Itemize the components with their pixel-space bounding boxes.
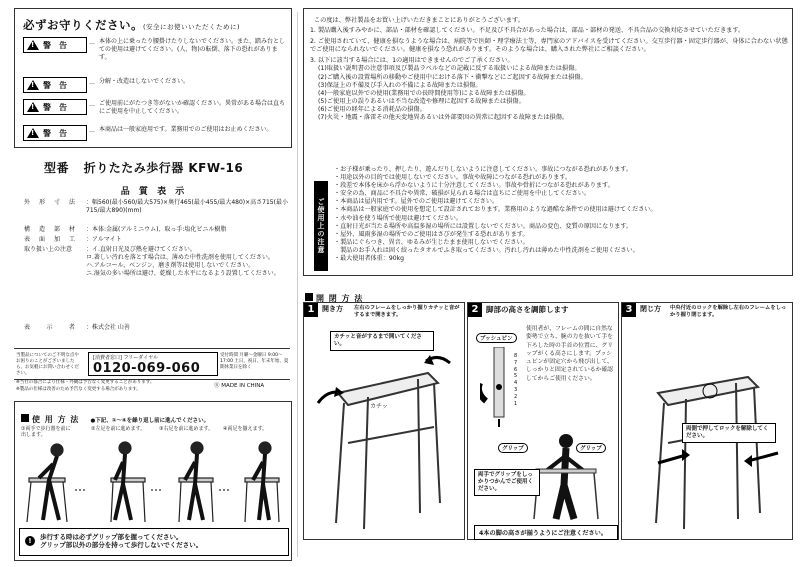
intro-item: (6)ご使用の経年による消耗品の損傷。 bbox=[318, 105, 426, 113]
warning-triangle-icon bbox=[27, 40, 39, 50]
warning-badge-label: 警 告 bbox=[43, 40, 67, 50]
usage-subtitle: ●下記、①〜④を繰り返し前に進んでください。 bbox=[90, 418, 210, 424]
contact-left-text: 当製品についてのご不明な点やお困りのことがございましたら、お気軽にお問い合わせください。 bbox=[16, 353, 79, 376]
section-marker-icon bbox=[21, 414, 29, 422]
warning-triangle-icon bbox=[27, 128, 39, 138]
usage-grip-note bbox=[19, 528, 289, 556]
caution-item: 製品のお手入れは固く絞ったタオルでふき取ってください。汚れし汚れは薄めた中性洗剤をご使用ください。 bbox=[334, 246, 639, 254]
notice-box bbox=[303, 8, 793, 276]
contact-number-box bbox=[88, 352, 218, 376]
section-marker-icon bbox=[305, 293, 313, 301]
warning-badge bbox=[23, 77, 87, 93]
usage-note-line-2: グリップ部以外の部分を持って歩行しないでください。 bbox=[40, 541, 203, 549]
warning-badge bbox=[23, 99, 87, 115]
warning-badge-label: 警 告 bbox=[43, 128, 67, 138]
intro-item: (1)取扱い説明書の注意事項及び製品ラベルなどの記載に反する取扱いによる故障または損傷。 bbox=[318, 65, 581, 73]
intro-text bbox=[310, 17, 790, 122]
caution-item: ・段差で本体を床から浮かないように十分注意してください。事故や骨折につながる恐れがあります。 bbox=[334, 182, 614, 190]
caution-item: ・安全の為、商品に不具合や異常、破損が見られる場合は直ちにご使用を中止してください。 bbox=[334, 190, 590, 198]
panel-number: 1 bbox=[304, 303, 318, 317]
quality-label: 取り扱い上の注意 bbox=[24, 246, 73, 253]
panel-callout: カチッと音がするまで開いてください。 bbox=[330, 331, 434, 351]
panel-number: 3 bbox=[622, 303, 636, 317]
intro-item: (2)ご購入後の設置場所の移動やご使用中における落下・衝撃などにご起因する故障または損傷。 bbox=[318, 73, 587, 81]
intro-item: 3. 以下に該当する場合には、1の適用はできませんのでご了承ください。 bbox=[310, 57, 514, 65]
warning-row-2 bbox=[23, 77, 285, 93]
intro-item: (4)一般家庭以外での使用(業務用での長時間使用等)による故障または損傷。 bbox=[318, 89, 530, 97]
warning-dots: … bbox=[89, 39, 95, 46]
made-in-text: MADE IN CHINA bbox=[221, 383, 265, 389]
usage-step-4-caption: ④両足を揃えます。 bbox=[223, 426, 268, 432]
panel-description: 中央付近のロックを解除し左右のフレームをしっかり握り閉じます。 bbox=[670, 305, 787, 318]
model-line bbox=[44, 159, 243, 176]
scale-tick: 4 bbox=[514, 380, 518, 387]
warnings-title bbox=[23, 17, 240, 33]
made-in-line: Ⓡ MADE IN CHINA bbox=[214, 383, 265, 389]
model-label: 型番 bbox=[44, 161, 70, 175]
warnings-box bbox=[14, 8, 292, 148]
intro-item: (7)火災・地震・落雷その他天変地異あるいは外部要因の異常に起因する故障または損傷。 bbox=[318, 114, 569, 122]
warnings-title-text: 必ずお守りください。 bbox=[23, 18, 143, 32]
quality-row bbox=[24, 246, 294, 310]
warning-dots: … bbox=[89, 79, 95, 86]
left-column bbox=[14, 8, 292, 559]
panel-open bbox=[303, 302, 465, 540]
panel-title: 閉じ方 bbox=[640, 305, 661, 313]
scale-tick: 6 bbox=[514, 366, 518, 373]
scale-tick: 2 bbox=[514, 393, 518, 400]
warning-text: 本体の上に乗ったり腰掛けたりしないでください。また、踏み台としての使用は避けてください。(人、物)の転倒、落下の恐れがあります。 bbox=[99, 38, 286, 62]
quality-value: ：イ.直射日光及び熱を避けてください。 ロ.著しい汚れを落とす場合は、薄めた中性洗剤を使用してください。 ハ.アルコール、ベンジン、磨き剤等は使用しないでください。 ニ.湿気の多い場所は避け、乾燥した水平になるよう設置してください。 bbox=[86, 246, 280, 277]
warning-badge bbox=[23, 37, 87, 53]
scale-tick: 3 bbox=[514, 386, 518, 393]
usage-heading bbox=[21, 407, 209, 426]
usage-title: 使 用 方 法 bbox=[32, 415, 80, 424]
grip-label-left: グリップ bbox=[498, 443, 528, 453]
caution-item: ・最大使用者体重：90kg bbox=[334, 255, 404, 263]
caution-item: ・屋外、風雨多湿の場所でのご使用はさびが発生する恐れがあります。 bbox=[334, 230, 529, 238]
scale-tick: 1 bbox=[514, 400, 518, 407]
quality-label: 構 造 部 材 bbox=[24, 226, 77, 233]
warning-dots: … bbox=[89, 127, 95, 134]
click-label: カチッ bbox=[370, 403, 388, 410]
warning-badge bbox=[23, 125, 87, 141]
intro-item: 1. 製品購入後すみやかに、部品・部材を確認してください。不足及び不具合があった場合は、部品・部材の発送、不具合品の交換対応させていただきます。 bbox=[310, 27, 745, 35]
warning-text: ご使用前にがたつき等がないか確認ください。異常がある場合は直ちにご使用を中止してください。 bbox=[99, 100, 286, 116]
usage-box bbox=[14, 401, 292, 561]
quality-label: 外 形 寸 法 bbox=[24, 199, 77, 206]
warnings-title-note: (安全にお使いいただくために) bbox=[143, 23, 241, 31]
caution-item: ・本商品は屋内用です。屋外でのご使用は避けてください。 bbox=[334, 198, 499, 206]
warning-row-1 bbox=[23, 37, 285, 73]
quality-value: ：幅560(最小560/最大575)×奥行465(最小455/最大480)×高さ715(最小715/最大890)(mm) bbox=[86, 199, 288, 214]
warning-triangle-icon bbox=[27, 80, 39, 90]
walker-figure-step-4 bbox=[245, 442, 279, 522]
contact-box bbox=[14, 348, 290, 380]
warning-triangle-icon bbox=[27, 102, 39, 112]
usage-steps-illustration bbox=[19, 440, 287, 526]
quality-value: ：株式会社 山善 bbox=[86, 324, 130, 331]
panel-instructions: 使用者が、フレームの間に自然な姿勢で立ち、腕の力を抜いて手を下ろした時の手首の位置に、グリップがくる高さにします。プッシュピンが固定穴から飛び出して、しっかりと固定されているか確認してからご使用ください。 bbox=[526, 326, 613, 382]
panel-adjust-height bbox=[467, 302, 619, 540]
usage-step-3-caption: ③右足を前に進めます。 bbox=[159, 426, 214, 432]
caution-item: ・お子様が乗ったり、押したり、遊んだりしないように注意してください。事故につながる恐れがあります。 bbox=[334, 166, 632, 173]
open-title: 開 閉 方 法 bbox=[316, 294, 364, 303]
quality-label: 表 示 者 bbox=[24, 324, 77, 331]
usage-note-line-1: 歩行する時は必ずグリップ部を握ってください。 bbox=[40, 533, 183, 541]
walker-open-illustration bbox=[308, 353, 460, 533]
contact-hours: 受付時間 月曜〜金曜日 9:00〜17:00 土日、祝日、年末年始、夏期休業日を除く bbox=[220, 353, 289, 370]
contact-tag: [消費者窓口] フリーダイヤル bbox=[93, 355, 159, 361]
intro-item: (5)ご使用上の誤りあるいは不当な改造や修理に起因する故障または損傷。 bbox=[318, 97, 525, 105]
cautions-list bbox=[334, 166, 790, 263]
quality-row bbox=[24, 199, 294, 223]
height-scale bbox=[514, 353, 522, 407]
warning-text: 本商品は一般家庭用です。業務用でのご使用はお止めください。 bbox=[99, 126, 273, 133]
intro-item: 2. ご使用されていて、健康を損なうような場合は、病院等で医師・理学療法士等、専門家のアドバイスを受けてください。交互歩行器・固定歩行器が、身体に合わない状態でご使用になられないでください。健康を損なう恐れがあります。そのような場合は、購入された弊社にご相談ください。 bbox=[310, 38, 788, 54]
panel-callout: 両側で押してロックを解除してください。 bbox=[682, 423, 776, 443]
model-name: 折りたたみ歩行器 KFW-16 bbox=[83, 161, 244, 175]
intro-lead: この度は、弊社製品をお買い上げいただきまことにありがとうございます。 bbox=[314, 17, 524, 24]
intro-item: (3)保証上の不備及び手入れの不備による故障または損傷。 bbox=[318, 81, 482, 89]
warning-row-3 bbox=[23, 99, 285, 119]
warning-dots: … bbox=[89, 101, 95, 108]
panel-number: 2 bbox=[468, 303, 482, 317]
quality-label: 表 面 加 工 bbox=[24, 236, 77, 243]
scale-tick: 8 bbox=[514, 353, 518, 359]
right-column bbox=[303, 8, 793, 559]
page-divider bbox=[297, 12, 298, 557]
contact-note-1: ※当社の都合により仕様・外観は予告なく変更することがあります。 bbox=[16, 380, 155, 385]
panel-description: 左右のフレームをしっかり握りカチッと音がするまで開きます。 bbox=[354, 305, 460, 318]
warning-badge-label: 警 告 bbox=[43, 102, 67, 112]
cautions-side-label: ご使用上の注意 bbox=[314, 181, 328, 271]
warning-row-4 bbox=[23, 125, 285, 145]
panel-title: 開き方 bbox=[322, 305, 343, 313]
contact-phone-number: 0120-069-060 bbox=[93, 361, 201, 376]
scale-tick: 5 bbox=[514, 373, 518, 380]
grip-label-right: グリップ bbox=[576, 443, 606, 453]
open-close-section bbox=[303, 284, 791, 559]
push-pin-label: プッシュピン bbox=[476, 333, 517, 343]
hands-note: 両手でグリップをしっかりつかんでご使用ください。 bbox=[474, 469, 540, 496]
panel-close bbox=[621, 302, 793, 540]
quality-title: 品 質 表 示 bbox=[120, 187, 188, 197]
quality-value: ：アルマイト bbox=[86, 236, 122, 243]
caution-item: ・水や油を使う場所で使用は避けてください。 bbox=[334, 214, 462, 222]
usage-step-1-caption: ①両手で歩行器を前に出します。 bbox=[21, 426, 71, 438]
panel-title: 脚部の高さを調節します bbox=[486, 305, 569, 314]
usage-step-2-caption: ②左足を前に進めます。 bbox=[91, 426, 146, 432]
leg-height-note: 4本の脚の高さが揃うようにご注意ください。 bbox=[474, 525, 618, 540]
walker-figure-step-1 bbox=[27, 444, 67, 522]
caution-icon: ! bbox=[25, 536, 35, 546]
walker-figure-step-3 bbox=[179, 442, 213, 522]
caution-item: ・用途以外の目的では使用しないでください。事故や故障につながる恐れがあります。 bbox=[334, 174, 572, 182]
walker-figure-step-2 bbox=[111, 442, 145, 522]
caution-item: ・本商品は一般家庭での使用を想定して設計されております。業務用のような過酷な条件での使用は避けてください。 bbox=[334, 206, 657, 214]
quality-value: ：本体:金属(アルミニウム)、取っ手:塩化ビニル樹脂 bbox=[86, 226, 227, 233]
caution-item: ・製品にぐらつき、異音、ゆるみが生じたまま使用しないでください。 bbox=[334, 238, 529, 246]
contact-note-2: ※製品の仕様は改善のため予告なく変更する場合があります。 bbox=[16, 387, 141, 392]
warning-text: 分解・改造はしないでください。 bbox=[99, 78, 190, 85]
scale-tick: 7 bbox=[514, 359, 518, 366]
caution-item: ・直射日光が当たる場所や高温多湿の場所には設置しないでください。商品の変色、変質の原因になります。 bbox=[334, 222, 633, 230]
warning-badge-label: 警 告 bbox=[43, 80, 67, 90]
